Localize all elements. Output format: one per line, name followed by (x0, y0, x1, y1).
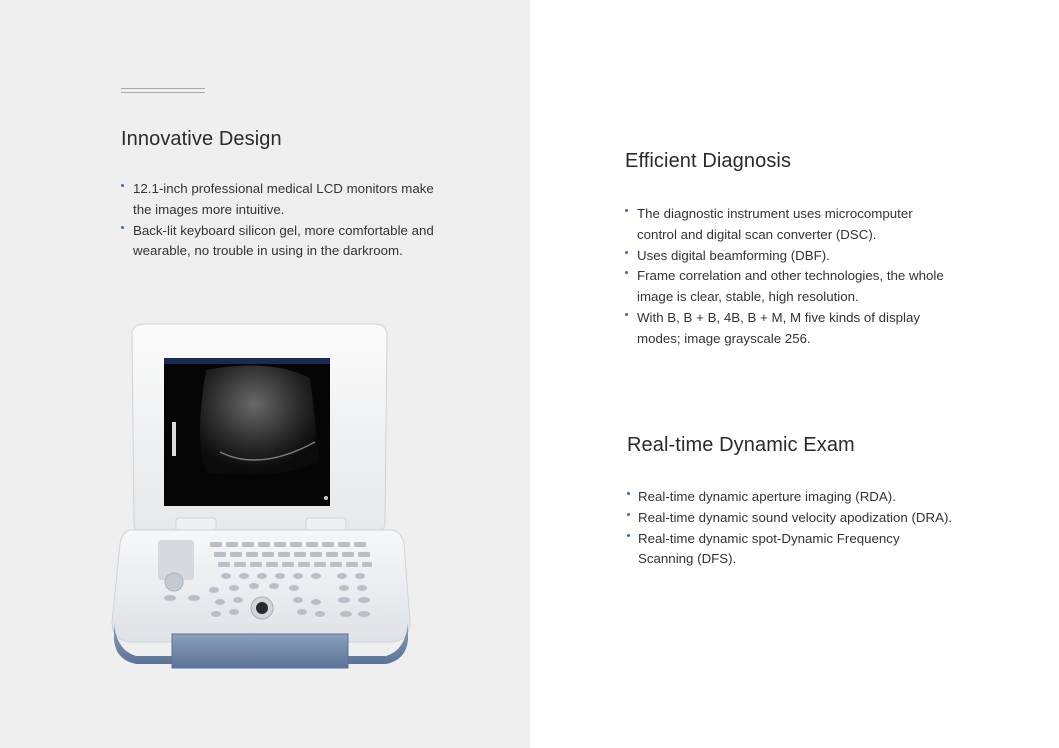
list-item: Real-time dynamic spot-Dynamic Frequency Scanning (DFS). (627, 529, 957, 571)
decorative-double-rule (121, 88, 205, 93)
innovative-design-section (121, 128, 451, 262)
list-item: Frame correlation and other technologies, the whole image is clear, stable, high resolution. (625, 266, 955, 308)
efficient-diagnosis-section (625, 150, 955, 350)
list-item: Uses digital beamforming (DBF). (625, 246, 955, 267)
bullet-list (625, 204, 955, 350)
list-item: 12.1-inch professional medical LCD monitors make the images more intuitive. (121, 179, 451, 221)
section-title: Real-time Dynamic Exam (627, 434, 855, 456)
realtime-dynamic-exam-section (627, 434, 957, 570)
list-item: Real-time dynamic sound velocity apodization (DRA). (627, 508, 957, 529)
ultrasound-device-image (110, 322, 412, 672)
list-item: Back-lit keyboard silicon gel, more comfortable and wearable, no trouble in using in the darkroom. (121, 221, 451, 263)
list-item: Real-time dynamic aperture imaging (RDA). (627, 487, 957, 508)
section-title: Efficient Diagnosis (625, 150, 792, 172)
list-item: With B, B + B, 4B, B + M, M five kinds of display modes; image grayscale 256. (625, 308, 955, 350)
list-item: The diagnostic instrument uses microcomputer control and digital scan converter (DSC). (625, 204, 955, 246)
bullet-list (627, 487, 957, 570)
bullet-list (121, 179, 451, 262)
section-title: Innovative Design (121, 128, 282, 150)
